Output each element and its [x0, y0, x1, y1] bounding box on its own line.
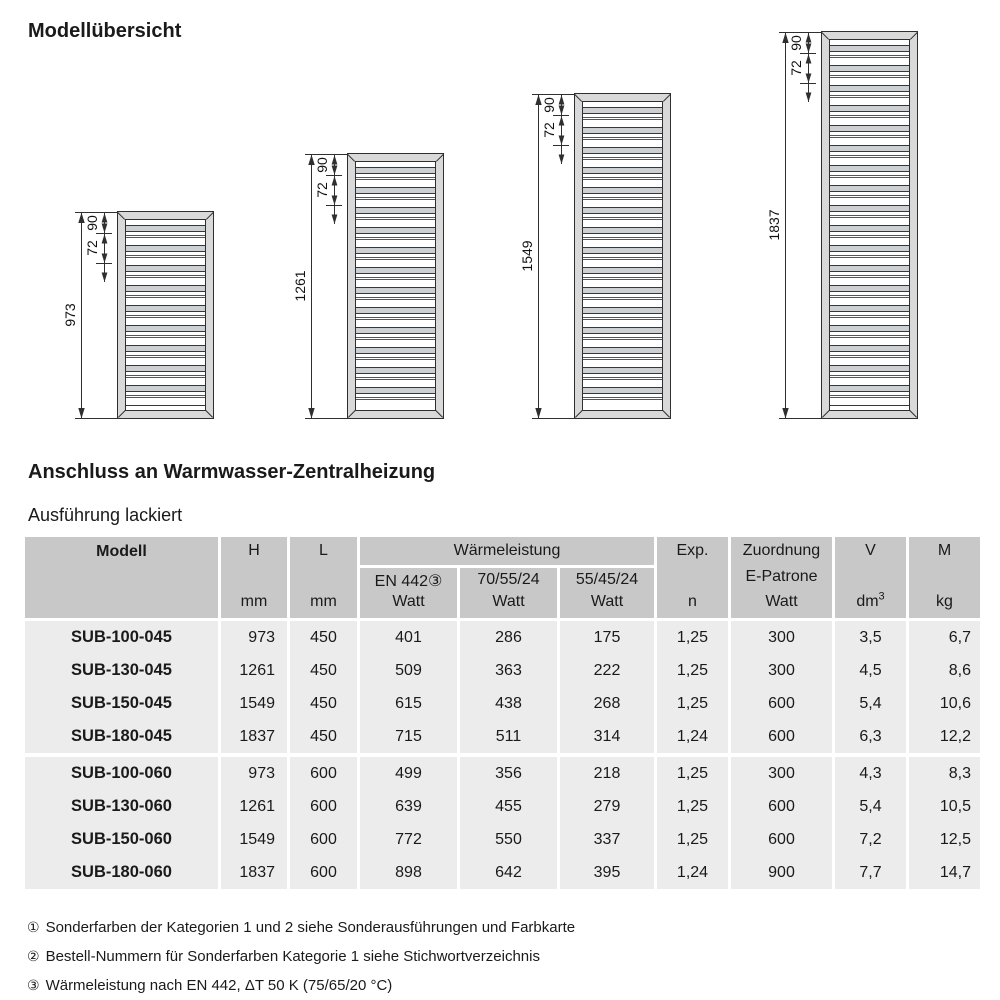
cell-epatrone: 900	[731, 856, 832, 889]
cell-epatrone: 300	[731, 757, 832, 790]
frame-miter	[435, 410, 443, 418]
cell-m: 8,3	[909, 757, 980, 790]
radiator-slats	[356, 167, 435, 406]
footnote-marker: ②	[27, 948, 40, 964]
cell-55-45-24: 395	[560, 856, 654, 889]
cell-en442: 401	[360, 621, 457, 654]
cell-70-55-24: 550	[460, 823, 557, 856]
radiator-drawing	[822, 32, 917, 418]
cell-v: 6,3	[835, 720, 906, 753]
header-zuordnung-line1: Zuordnung	[742, 542, 821, 559]
cell-m: 6,7	[909, 621, 980, 654]
cell-v: 4,3	[835, 757, 906, 790]
frame-miter	[347, 154, 355, 162]
cell-l: 600	[290, 757, 357, 790]
cell-epatrone: 600	[731, 720, 832, 753]
header-m-unit: kg	[936, 593, 953, 610]
header-cell-v	[835, 537, 906, 618]
header-cell-m	[909, 537, 980, 618]
cell-m: 8,6	[909, 654, 980, 687]
cell-exp: 1,25	[657, 621, 728, 654]
dim-72-label: 72	[788, 60, 804, 76]
cell-l: 450	[290, 687, 357, 720]
cell-70-55-24: 363	[460, 654, 557, 687]
cell-exp: 1,25	[657, 823, 728, 856]
cell-m: 12,2	[909, 720, 980, 753]
header-zuordnung-line2: E-Patrone	[745, 567, 818, 585]
subsection-heading: Ausführung lackiert	[28, 505, 183, 525]
footnote	[27, 913, 575, 942]
cell-70-55-24: 286	[460, 621, 557, 654]
cell-h: 973	[221, 621, 287, 654]
cell-exp: 1,24	[657, 856, 728, 889]
frame-miter	[574, 94, 582, 102]
cell-modell: SUB-100-060	[25, 757, 218, 790]
cell-en442: 509	[360, 654, 457, 687]
header-h-label: H	[248, 542, 260, 559]
cell-exp: 1,25	[657, 687, 728, 720]
header-cell-modell: Modell	[25, 537, 218, 618]
cell-70-55-24: 511	[460, 720, 557, 753]
cell-l: 450	[290, 654, 357, 687]
header-group-waermeleistung	[360, 537, 654, 618]
table-group-600	[25, 757, 980, 889]
header-exp-label: Exp.	[676, 542, 709, 559]
cell-l: 600	[290, 856, 357, 889]
cell-55-45-24: 218	[560, 757, 654, 790]
header-m-label: M	[937, 542, 952, 559]
cell-v: 5,4	[835, 687, 906, 720]
height-dimension-label: 1837	[766, 209, 782, 241]
cell-55-45-24: 175	[560, 621, 654, 654]
cell-v: 7,7	[835, 856, 906, 889]
cell-70-55-24: 438	[460, 687, 557, 720]
cell-h: 1549	[221, 687, 287, 720]
footnote-text: Wärmeleistung nach EN 442, ΔT 50 K (75/65/20 °C)	[45, 977, 393, 994]
height-dimension-label: 1549	[519, 240, 535, 272]
spec-table	[25, 537, 980, 889]
radiator-drawing	[575, 94, 670, 418]
frame-miter	[909, 410, 917, 418]
radiator-slats	[830, 45, 909, 406]
cell-55-45-24: 279	[560, 790, 654, 823]
frame-miter	[436, 154, 444, 162]
header-cell-zuordnung	[731, 537, 832, 618]
cell-70-55-24: 455	[460, 790, 557, 823]
header-cell-l	[290, 537, 357, 618]
cell-modell: SUB-130-060	[25, 790, 218, 823]
header-exp-unit: n	[688, 593, 697, 610]
header-zuordnung-line3: Watt	[765, 593, 798, 610]
cell-en442: 639	[360, 790, 457, 823]
header-v-label: V	[865, 542, 876, 559]
cell-exp: 1,25	[657, 790, 728, 823]
cell-epatrone: 600	[731, 790, 832, 823]
cell-v: 5,4	[835, 790, 906, 823]
table-header	[25, 537, 980, 618]
cell-en442: 772	[360, 823, 457, 856]
cell-55-45-24: 222	[560, 654, 654, 687]
cell-m: 10,6	[909, 687, 980, 720]
frame-miter	[821, 32, 829, 40]
cell-v: 4,5	[835, 654, 906, 687]
cell-en442: 898	[360, 856, 457, 889]
dim-90-label: 90	[84, 215, 100, 231]
frame-miter	[117, 212, 125, 220]
cell-55-45-24: 314	[560, 720, 654, 753]
header-cell-exp	[657, 537, 728, 618]
frame-miter	[822, 410, 830, 418]
cell-55-45-24: 268	[560, 687, 654, 720]
header-group-label: Wärmeleistung	[360, 537, 654, 565]
frame-miter	[662, 410, 670, 418]
cell-m: 12,5	[909, 823, 980, 856]
cell-modell: SUB-180-045	[25, 720, 218, 753]
header-cell-55-45-24	[560, 568, 654, 618]
header-l-unit: mm	[310, 593, 337, 610]
cell-exp: 1,25	[657, 654, 728, 687]
cell-h: 973	[221, 757, 287, 790]
dimension-lines	[763, 26, 822, 432]
dim-72-label: 72	[314, 182, 330, 198]
dim-90-label: 90	[314, 157, 330, 173]
cell-70-55-24: 642	[460, 856, 557, 889]
frame-miter	[205, 410, 213, 418]
header-en442-unit: Watt	[392, 593, 425, 610]
footnote-marker: ③	[27, 977, 40, 993]
height-dimension-label: 1261	[292, 270, 308, 302]
footnotes	[27, 913, 575, 1000]
dimension-lines	[289, 148, 348, 432]
table-group-450	[25, 621, 980, 753]
dim-72-label: 72	[84, 240, 100, 256]
header-l-label: L	[319, 542, 328, 559]
header-h-unit: mm	[240, 593, 268, 610]
header-705524-label: 70/55/24	[477, 571, 540, 588]
frame-miter	[575, 410, 583, 418]
cell-h: 1837	[221, 856, 287, 889]
header-cell-h	[221, 537, 287, 618]
cell-en442: 499	[360, 757, 457, 790]
cell-epatrone: 300	[731, 654, 832, 687]
cell-h: 1549	[221, 823, 287, 856]
cell-epatrone: 600	[731, 823, 832, 856]
dimension-lines	[59, 206, 118, 432]
header-v-unit: $dm^3$	[856, 590, 885, 610]
footnote	[27, 942, 575, 971]
cell-en442: 615	[360, 687, 457, 720]
page-title: Modellübersicht	[28, 20, 182, 42]
radiator-drawing	[118, 212, 213, 418]
header-en442-label: EN 442③	[374, 573, 443, 590]
cell-l: 600	[290, 790, 357, 823]
cell-m: 14,7	[909, 856, 980, 889]
cell-v: 7,2	[835, 823, 906, 856]
cell-modell: SUB-180-060	[25, 856, 218, 889]
cell-exp: 1,25	[657, 757, 728, 790]
header-705524-unit: Watt	[492, 593, 525, 610]
cell-modell: SUB-130-045	[25, 654, 218, 687]
radiator-slats	[126, 225, 205, 406]
cell-m: 10,5	[909, 790, 980, 823]
header-554524-label: 55/45/24	[575, 571, 639, 588]
cell-epatrone: 300	[731, 621, 832, 654]
header-554524-unit: Watt	[590, 593, 624, 610]
cell-h: 1261	[221, 790, 287, 823]
height-dimension-label: 973	[62, 303, 78, 327]
dimension-lines	[516, 88, 575, 432]
radiator-slats	[583, 107, 662, 406]
footnote	[27, 971, 575, 1000]
header-cell-en442	[360, 568, 457, 618]
frame-miter	[663, 94, 671, 102]
cell-en442: 715	[360, 720, 457, 753]
header-cell-70-55-24	[460, 568, 557, 618]
cell-modell: SUB-150-045	[25, 687, 218, 720]
footnote-marker: ①	[27, 919, 40, 935]
dim-72-label: 72	[541, 122, 557, 138]
frame-miter	[118, 410, 126, 418]
cell-l: 450	[290, 720, 357, 753]
frame-miter	[910, 32, 918, 40]
radiator-drawing	[348, 154, 443, 418]
cell-epatrone: 600	[731, 687, 832, 720]
cell-modell: SUB-100-045	[25, 621, 218, 654]
cell-modell: SUB-150-060	[25, 823, 218, 856]
dim-90-label: 90	[788, 35, 804, 51]
cell-h: 1261	[221, 654, 287, 687]
footnote-text: Sonderfarben der Kategorien 1 und 2 siehe Sonderausführungen und Farbkarte	[45, 919, 576, 936]
cell-l: 600	[290, 823, 357, 856]
cell-v: 3,5	[835, 621, 906, 654]
footnote-text: Bestell-Nummern für Sonderfarben Kategorie 1 siehe Stichwortverzeichnis	[45, 948, 540, 965]
dim-90-label: 90	[541, 97, 557, 113]
cell-70-55-24: 356	[460, 757, 557, 790]
section-heading: Anschluss an Warmwasser-Zentralheizung	[28, 461, 436, 483]
cell-exp: 1,24	[657, 720, 728, 753]
frame-miter	[206, 212, 214, 220]
cell-l: 450	[290, 621, 357, 654]
cell-55-45-24: 337	[560, 823, 654, 856]
frame-miter	[348, 410, 356, 418]
cell-h: 1837	[221, 720, 287, 753]
